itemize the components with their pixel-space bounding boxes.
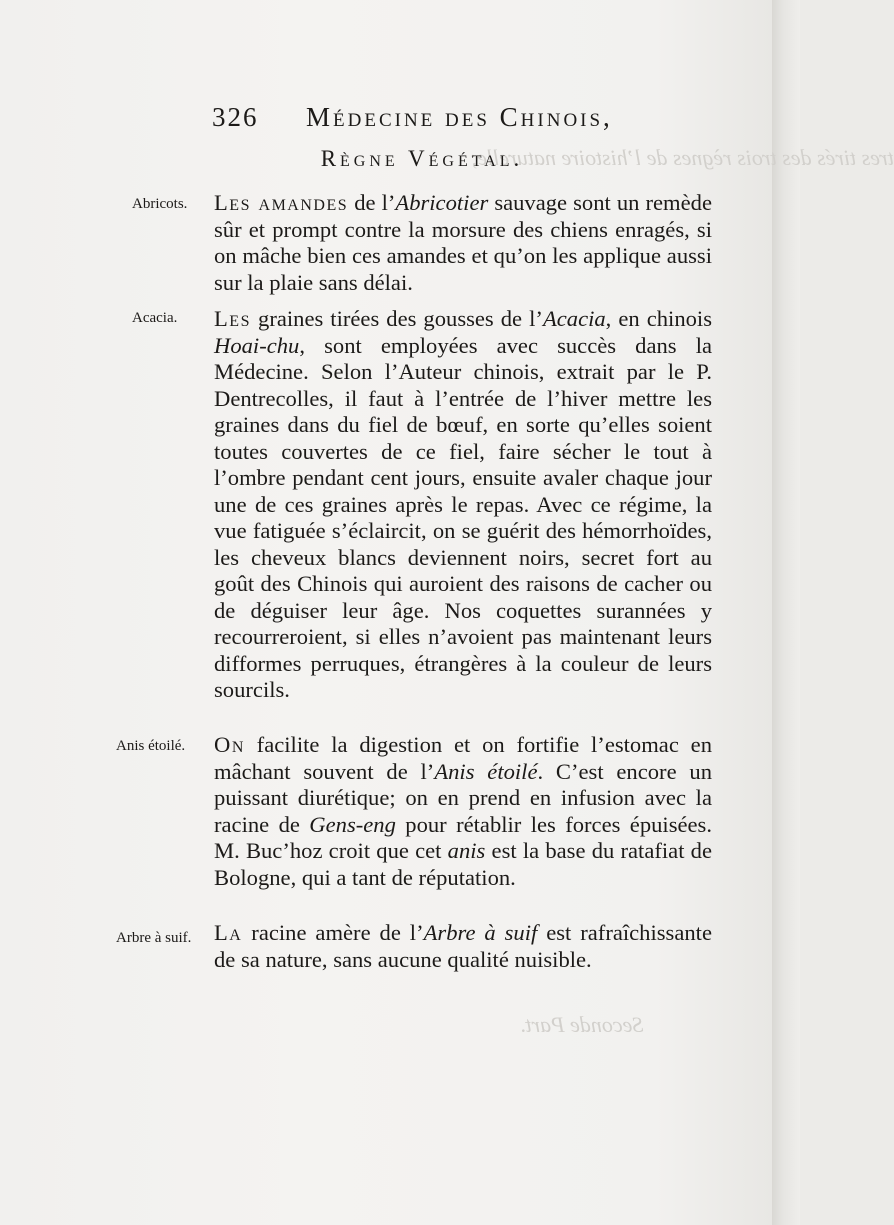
page-edge bbox=[772, 0, 800, 1225]
lead-words: La bbox=[214, 920, 243, 945]
term: anis bbox=[447, 838, 486, 863]
lead-words: On bbox=[214, 732, 245, 757]
term: Gens-eng bbox=[309, 811, 396, 837]
margin-label: Abricots. bbox=[132, 196, 188, 212]
term: Abricotier bbox=[395, 190, 489, 215]
entry-text: La racine amère de l’Arbre à suif est rafraîchissante de sa nature, sans aucune qualité nuisible. bbox=[214, 920, 712, 972]
margin-label: Acacia. bbox=[132, 310, 178, 326]
lead-words: Les amandes bbox=[214, 190, 349, 215]
section-title: Règne Végétal. bbox=[320, 146, 524, 171]
entry-text: Les graines tirées des gousses de l’Acacia, en chinois Hoai-chu, sont employées avec succès dans la Médecine. Selon l’Auteur chinois, extrait par le P. Dentrecolles, il faut à l’entrée de l’hiver mettre les graines dans du fiel de bœuf, en sorte qu’elles soient toutes couvertes de ce fiel, faire sécher le tout à l’ombre pendant cent jours, ensuite avaler chaque jour une de ces graines après le repas. Avec ce régime, la vue fatiguée s’éclaircit, on se guérit des hémorrhoïdes, les cheveux blancs deviennent noirs, secret fort au goût des Chinois qui auroient des raisons de cacher ou de déguiser leur âge. Nos coquettes surannées y recourreroient, si elles n’avoient pas maintenant leurs difformes perruques, étrangères à la couleur de leurs sourcils. bbox=[214, 306, 712, 702]
page-header bbox=[212, 102, 632, 142]
term: Hoai-chu bbox=[214, 332, 300, 358]
lead-words: Les bbox=[214, 306, 251, 331]
margin-label: Arbre à suif. bbox=[116, 930, 192, 946]
bleed-through-signature: Seconde Part. bbox=[520, 1012, 644, 1037]
term: Arbre à suif bbox=[423, 920, 538, 945]
running-head: Médecine des Chinois, bbox=[306, 102, 613, 132]
term: Anis étoilé bbox=[434, 758, 538, 784]
margin-label: Anis étoilé. bbox=[116, 738, 186, 754]
entry-text: Les amandes de l’Abricotier sauvage sont un remède sûr et prompt contre la morsure des chiens enragés, si on mâche bien ces amandes et qu’on les applique aussi sur la plaie sans délai. bbox=[214, 190, 712, 295]
entry-text: On facilite la digestion et on fortifie l’estomac en mâchant souvent de l’Anis étoilé. C’est encore un puissant diurétique; on en prend en infusion avec la racine de Gens-eng pour rétablir les forces épuisées. M. Buc’hoz croit que cet anis est la base du ratafiat de Bologne, qui a tant de réputation. bbox=[214, 732, 712, 890]
bleed-through-text: tres tirés des trois règnes de l’histoire naturelle; bbox=[470, 145, 894, 170]
page-number: 326 bbox=[212, 102, 259, 132]
term: Acacia bbox=[542, 306, 606, 331]
